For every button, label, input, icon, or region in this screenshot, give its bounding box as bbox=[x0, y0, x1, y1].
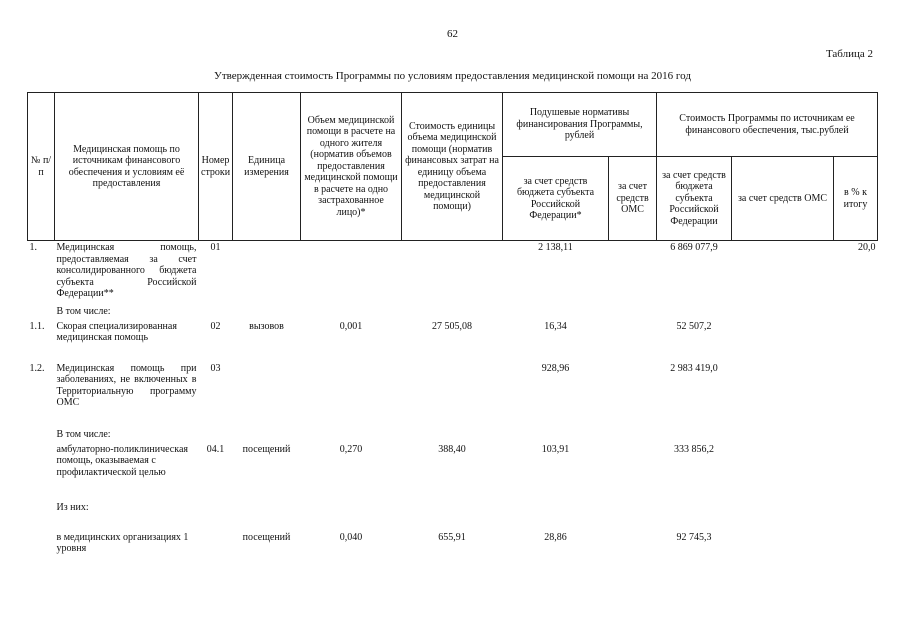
page-number: 62 bbox=[447, 28, 458, 40]
cell-cost-oms bbox=[732, 241, 834, 305]
cell-unit bbox=[233, 241, 301, 305]
cell-per-capita-budget: 2 138,11 bbox=[538, 242, 573, 253]
cell-unit-cost: 655,91 bbox=[438, 531, 466, 543]
header-cost-oms: за счет средств ОМС bbox=[732, 157, 834, 241]
cell-cost-budget: 333 856,2 bbox=[674, 443, 714, 455]
cell-volume bbox=[301, 428, 402, 443]
cell-cost-budget: 92 745,3 bbox=[676, 531, 712, 543]
cell-row-number bbox=[199, 305, 233, 320]
cell-per-capita-budget: 28,86 bbox=[544, 531, 567, 543]
cell-row-number bbox=[199, 531, 233, 561]
cell-cost-percent bbox=[834, 443, 878, 501]
cell-care: В том числе: bbox=[56, 305, 111, 317]
cell-num: 1.1. bbox=[29, 320, 45, 332]
cell-num: 1. bbox=[29, 242, 37, 253]
cell-care: амбулаторно-поликлиническая помощь, оказываемая с профилактической целью bbox=[56, 443, 188, 478]
table-row bbox=[28, 320, 878, 362]
cell-unit-cost bbox=[402, 428, 503, 443]
cell-unit bbox=[233, 305, 301, 320]
cell-cost-budget: 6 869 077,9 bbox=[670, 242, 718, 253]
table-row bbox=[28, 531, 878, 561]
cell-cost-percent bbox=[834, 501, 878, 531]
cell-unit-cost: 388,40 bbox=[438, 443, 466, 455]
cell-row-number: 01 bbox=[210, 242, 221, 253]
cell-volume bbox=[301, 241, 402, 305]
header-care: Медицинская помощь по источникам финансового обеспечения и условиям её предоставления bbox=[55, 93, 199, 241]
cell-per-capita-oms bbox=[609, 531, 657, 561]
cell-num bbox=[28, 305, 55, 320]
cell-per-capita-budget bbox=[503, 428, 609, 443]
cell-num bbox=[28, 531, 55, 561]
cell-per-capita-budget bbox=[503, 305, 609, 320]
cell-cost-percent bbox=[834, 428, 878, 443]
table-row bbox=[28, 241, 878, 305]
cell-num bbox=[28, 443, 55, 501]
cell-per-capita-oms bbox=[609, 443, 657, 501]
table-row bbox=[28, 305, 878, 320]
cell-care: Медицинская помощь при заболеваниях, не включенных в Территориальную программу ОМС bbox=[56, 362, 197, 408]
cell-per-capita-budget: 16,34 bbox=[544, 320, 567, 332]
header-per-capita-budget: за счет средств бюджета субъекта Российской Федерации* bbox=[503, 157, 609, 241]
cell-row-number: 02 bbox=[210, 320, 221, 332]
table-row bbox=[28, 443, 878, 501]
table-row bbox=[28, 362, 878, 428]
cell-cost-budget bbox=[657, 501, 732, 531]
cell-care: Из них: bbox=[56, 501, 89, 513]
cell-num bbox=[28, 501, 55, 531]
header-per-capita-oms: за счет средств ОМС bbox=[609, 157, 657, 241]
cell-volume: 0,270 bbox=[339, 443, 363, 455]
cell-row-number bbox=[199, 501, 233, 531]
cell-cost-oms bbox=[732, 443, 834, 501]
cell-unit: вызовов bbox=[249, 320, 284, 332]
cell-per-capita-oms bbox=[609, 501, 657, 531]
cell-cost-percent bbox=[834, 362, 878, 428]
cell-unit-cost bbox=[402, 241, 503, 305]
cell-care: Скорая специализированная медицинская помощь bbox=[56, 320, 177, 343]
cell-row-number: 04.1 bbox=[206, 443, 225, 455]
cell-row-number bbox=[199, 428, 233, 443]
cell-care: Медицинская помощь, предоставляемая за счет консолидированного бюджета субъекта Российской Федерации** bbox=[56, 242, 197, 299]
cell-cost-percent bbox=[834, 305, 878, 320]
cell-cost-oms bbox=[732, 428, 834, 443]
cell-num: 1.2. bbox=[29, 362, 45, 374]
table-row bbox=[28, 428, 878, 443]
cell-cost-percent bbox=[834, 320, 878, 362]
table-label: Таблица 2 bbox=[825, 48, 873, 60]
cell-per-capita-oms bbox=[609, 241, 657, 305]
cell-care: В том числе: bbox=[56, 428, 111, 440]
cell-cost-percent bbox=[834, 531, 878, 561]
cell-cost-percent: 20,0 bbox=[858, 242, 876, 253]
cell-per-capita-oms bbox=[609, 428, 657, 443]
cell-row-number: 03 bbox=[210, 362, 221, 374]
cell-cost-budget bbox=[657, 428, 732, 443]
cost-table bbox=[27, 92, 878, 561]
header-unit-cost: Стоимость единицы объема медицинской помощи (норматив финансовых затрат на единицу объема предоставления медицинской помощи) bbox=[402, 93, 503, 241]
cell-unit bbox=[233, 501, 301, 531]
cell-cost-budget: 2 983 419,0 bbox=[670, 362, 718, 374]
cell-care: в медицинских организациях 1 уровня bbox=[56, 531, 189, 554]
cell-volume bbox=[301, 305, 402, 320]
cell-per-capita-budget bbox=[503, 501, 609, 531]
cell-cost-oms bbox=[732, 531, 834, 561]
cell-unit-cost bbox=[402, 305, 503, 320]
document-title: Утвержденная стоимость Программы по условиям предоставления медицинской помощи на 2016 год bbox=[214, 70, 691, 82]
header-cost-budget: за счет средств бюджета субъекта Российской Федерации bbox=[657, 157, 732, 241]
table-row bbox=[28, 501, 878, 531]
header-program-cost: Стоимость Программы по источникам ее финансового обеспечения, тыс.рублей bbox=[657, 93, 878, 157]
cell-cost-budget: 52 507,2 bbox=[676, 320, 712, 332]
cell-volume: 0,001 bbox=[339, 320, 363, 332]
cell-cost-budget bbox=[657, 305, 732, 320]
cell-cost-oms bbox=[732, 362, 834, 428]
cell-per-capita-budget: 103,91 bbox=[541, 443, 570, 455]
cell-unit-cost bbox=[402, 362, 503, 428]
cell-cost-oms bbox=[732, 501, 834, 531]
cell-volume bbox=[301, 501, 402, 531]
header-row-number: Номер строки bbox=[199, 93, 233, 241]
cell-per-capita-budget: 928,96 bbox=[541, 362, 570, 374]
cell-volume bbox=[301, 362, 402, 428]
cell-cost-oms bbox=[732, 305, 834, 320]
cell-unit-cost: 27 505,08 bbox=[432, 320, 472, 332]
cell-volume: 0,040 bbox=[339, 531, 363, 543]
cell-unit-cost bbox=[402, 501, 503, 531]
header-num: № п/п bbox=[28, 93, 55, 241]
header-unit: Единица измерения bbox=[233, 93, 301, 241]
cell-num bbox=[28, 428, 55, 443]
cell-per-capita-oms bbox=[609, 362, 657, 428]
cell-unit bbox=[233, 362, 301, 428]
cell-unit: посещений bbox=[242, 443, 291, 455]
cell-per-capita-oms bbox=[609, 320, 657, 362]
cell-per-capita-oms bbox=[609, 305, 657, 320]
header-cost-percent: в % к итогу bbox=[834, 157, 878, 241]
cell-unit bbox=[233, 428, 301, 443]
cell-cost-oms bbox=[732, 320, 834, 362]
header-per-capita: Подушевые нормативы финансирования Программы, рублей bbox=[503, 93, 657, 157]
cell-unit: посещений bbox=[242, 531, 291, 543]
header-volume: Объем медицинской помощи в расчете на одного жителя (норматив объемов предоставления медицинской помощи в расчете на одно застрахованное лицо)* bbox=[301, 93, 402, 241]
